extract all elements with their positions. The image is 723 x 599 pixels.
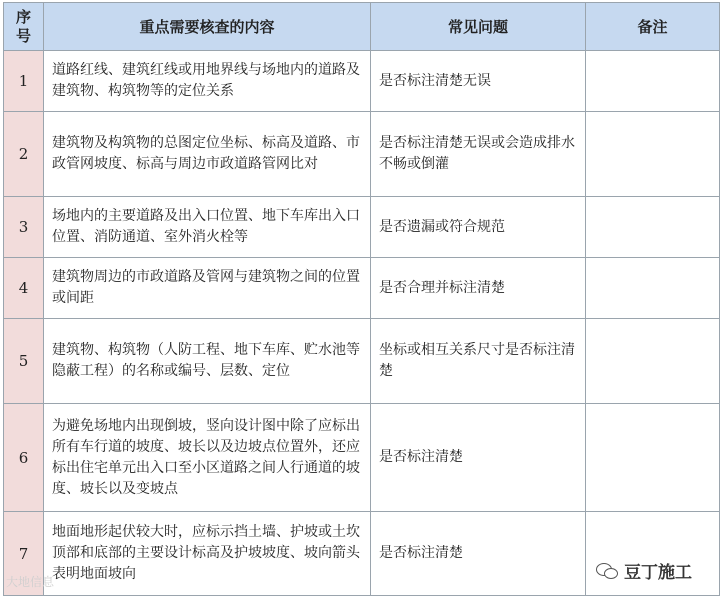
row-content: 道路红线、建筑红线或用地界线与场地内的道路及建筑物、构筑物等的定位关系 bbox=[44, 51, 371, 112]
row-note bbox=[586, 112, 720, 197]
row-issue: 是否合理并标注清楚 bbox=[371, 258, 586, 319]
row-issue: 是否遗漏或符合规范 bbox=[371, 197, 586, 258]
row-note bbox=[586, 51, 720, 112]
row-content: 建筑物、构筑物（人防工程、地下车库、贮水池等隐蔽工程）的名称或编号、层数、定位 bbox=[44, 319, 371, 404]
row-number: 5 bbox=[4, 319, 44, 404]
row-issue: 坐标或相互关系尺寸是否标注清楚 bbox=[371, 319, 586, 404]
row-number: 4 bbox=[4, 258, 44, 319]
watermark-right bbox=[596, 558, 692, 583]
inspection-table bbox=[3, 2, 720, 596]
row-note bbox=[586, 258, 720, 319]
row-issue: 是否标注清楚 bbox=[371, 512, 586, 596]
table-row bbox=[4, 112, 720, 197]
row-issue: 是否标注清楚 bbox=[371, 404, 586, 512]
row-note bbox=[586, 404, 720, 512]
row-content: 场地内的主要道路及出入口位置、地下车库出入口位置、消防通道、室外消火栓等 bbox=[44, 197, 371, 258]
row-content: 建筑物及构筑物的总图定位坐标、标高及道路、市政管网坡度、标高与周边市政道路管网比对 bbox=[44, 112, 371, 197]
row-issue: 是否标注清楚无误或会造成排水不畅或倒灌 bbox=[371, 112, 586, 197]
table-row bbox=[4, 319, 720, 404]
row-number: 7 bbox=[4, 512, 44, 596]
header-issue: 常见问题 bbox=[371, 3, 586, 51]
table-row bbox=[4, 197, 720, 258]
row-number: 3 bbox=[4, 197, 44, 258]
row-number: 2 bbox=[4, 112, 44, 197]
table-row bbox=[4, 404, 720, 512]
table-row bbox=[4, 258, 720, 319]
table-header-row bbox=[4, 3, 720, 51]
row-number: 6 bbox=[4, 404, 44, 512]
header-note: 备注 bbox=[586, 3, 720, 51]
row-number: 1 bbox=[4, 51, 44, 112]
table-row bbox=[4, 51, 720, 112]
row-issue: 是否标注清楚无误 bbox=[371, 51, 586, 112]
watermark-right-label: 豆丁施工 bbox=[624, 563, 692, 583]
row-note bbox=[586, 197, 720, 258]
row-content: 地面地形起伏较大时，应标示挡土墙、护坡或土坎顶部和底部的主要设计标高及护坡坡度、坡向箭头表明地面坡向 bbox=[44, 512, 371, 596]
row-note bbox=[586, 319, 720, 404]
row-content: 为避免场地内出现倒坡，竖向设计图中除了应标出所有车行道的坡度、坡长以及边坡点位置外，还应标出住宅单元出入口至小区道路之间人行通道的坡度、坡长以及变坡点 bbox=[44, 404, 371, 512]
row-content: 建筑物周边的市政道路及管网与建筑物之间的位置或间距 bbox=[44, 258, 371, 319]
watermark-left: 大地信息 bbox=[6, 575, 55, 589]
wechat-icon bbox=[596, 562, 618, 580]
header-number: 序 号 bbox=[4, 3, 44, 51]
header-content: 重点需要核查的内容 bbox=[44, 3, 371, 51]
